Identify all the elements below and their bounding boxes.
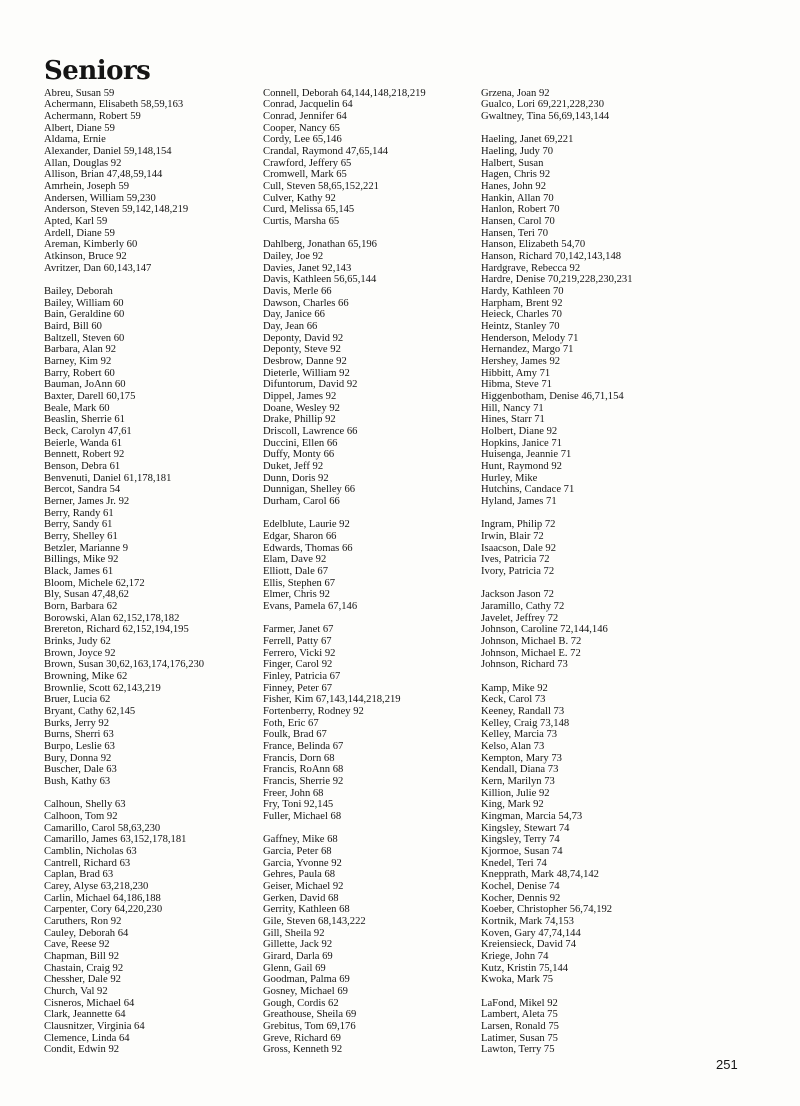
index-entry: Keeney, Randall 73 (481, 706, 565, 717)
index-entry: Duccini, Ellen 66 (263, 437, 338, 449)
index-entry: Edgar, Sharon 66 (263, 530, 337, 542)
index-entry: Dawson, Charles 66 (263, 297, 349, 309)
index-entry: Hansen, Carol 70 (481, 215, 555, 227)
index-entry: Beale, Mark 60 (44, 402, 110, 414)
index-entry: Berry, Shelley 61 (44, 530, 118, 542)
index-entry: Kingsley, Stewart 74 (481, 822, 570, 834)
index-entry: Hill, Nancy 71 (481, 402, 544, 414)
index-entry: Heintz, Stanley 70 (481, 320, 560, 332)
page-title: Seniors (44, 56, 151, 86)
index-entry: Hines, Starr 71 (481, 414, 545, 426)
index-entry: Glenn, Gail 69 (263, 962, 326, 974)
index-entry: Hanlon, Robert 70 (481, 204, 560, 216)
index-entry: Haeling, Janet 69,221 (481, 134, 574, 146)
index-entry: Knedel, Teri 74 (481, 857, 547, 869)
index-entry: Bailey, Deborah (44, 285, 113, 297)
index-entry: Kendall, Diana 73 (481, 764, 559, 776)
index-entry: Brown, Susan 30,62,163,174,176,230 (44, 659, 205, 671)
index-entry: Hernandez, Margo 71 (481, 344, 574, 356)
index-entry: Hagen, Chris 92 (481, 169, 551, 181)
index-entry: Huisenga, Jeannie 71 (481, 449, 572, 461)
index-entry: Alexander, Daniel 59,148,154 (44, 145, 172, 157)
index-entry: Finger, Carol 92 (263, 659, 333, 671)
index-entry: Fry, Toni 92,145 (263, 799, 334, 811)
index-entry: Baltzell, Steven 60 (44, 332, 125, 344)
index-entry: Dahlberg, Jonathan 65,196 (263, 239, 377, 251)
index-entry: Johnson, Caroline 72,144,146 (481, 624, 608, 636)
index-entry: Clark, Jeannette 64 (44, 1009, 126, 1021)
index-entry: Hurley, Mike (481, 472, 538, 484)
index-entry: Beaslin, Sherrie 61 (44, 414, 125, 426)
index-entry: Curd, Melissa 65,145 (263, 204, 355, 216)
index-entry: Johnson, Michael B. 72 (481, 635, 582, 647)
index-entry: Brinks, Judy 62 (44, 635, 111, 647)
index-entry: Foulk, Brad 67 (263, 729, 327, 741)
index-entry: Aldama, Ernie (44, 134, 106, 146)
index-entry: Calhoon, Tom 92 (44, 811, 118, 823)
index-entry: Apted, Karl 59 (44, 215, 108, 227)
index-entry: Duket, Jeff 92 (263, 460, 324, 472)
index-entry: Heieck, Charles 70 (481, 309, 562, 321)
index-entry: Amrhein, Joseph 59 (44, 180, 130, 192)
index-entry: Kocher, Dennis 92 (481, 892, 561, 904)
index-entry: Burks, Jerry 92 (44, 717, 110, 729)
index-entry: Finley, Patricia 67 (263, 671, 341, 682)
index-entry: Achermann, Elisabeth 58,59,163 (44, 99, 184, 111)
index-entry: Kelley, Marcia 73 (481, 729, 558, 741)
index-entry: Driscoll, Lawrence 66 (263, 425, 358, 437)
index-entry: Beck, Carolyn 47,61 (44, 425, 132, 437)
index-entry: Fortenberry, Rodney 92 (263, 706, 364, 717)
index-entry: Duffy, Monty 66 (263, 449, 335, 461)
index-entry: Barney, Kim 92 (44, 355, 112, 367)
index-entry: Kern, Marilyn 73 (481, 776, 555, 788)
index-entry: Baird, Bill 60 (44, 320, 102, 332)
index-entry: Hibbitt, Amy 71 (481, 367, 551, 379)
index-entry: Jaramillo, Cathy 72 (481, 600, 565, 612)
index-entry: Ivory, Patricia 72 (481, 565, 555, 577)
index-entry: Achermann, Robert 59 (44, 110, 141, 122)
index-entry: Clemence, Linda 64 (44, 1032, 130, 1044)
index-entry: Gross, Kenneth 92 (263, 1044, 343, 1056)
index-entry: Freer, John 68 (263, 787, 324, 799)
index-entry: Betzler, Marianne 9 (44, 542, 128, 554)
index-entry: Hopkins, Janice 71 (481, 437, 562, 449)
index-entry: Benvenuti, Daniel 61,178,181 (44, 472, 172, 484)
index-entry: Lambert, Aleta 75 (481, 1009, 558, 1021)
index-entry: Benson, Debra 61 (44, 460, 121, 472)
index-entry: Doane, Wesley 92 (263, 402, 340, 414)
index-entry: Dippel, James 92 (263, 390, 337, 402)
index-entry: Bush, Kathy 63 (44, 776, 111, 788)
index-entry: Cantrell, Richard 63 (44, 857, 131, 869)
index-entry: Clausnitzer, Virginia 64 (44, 1021, 145, 1033)
index-entry: Cordy, Lee 65,146 (263, 134, 342, 146)
index-entry: Davis, Merle 66 (263, 285, 332, 297)
index-entry: Atkinson, Bruce 92 (44, 250, 127, 262)
index-entry: Deponty, David 92 (263, 332, 344, 344)
index-entry: Carpenter, Cory 64,220,230 (44, 904, 163, 916)
index-entry: Carey, Alyse 63,218,230 (44, 881, 149, 893)
index-entry: Goodman, Palma 69 (263, 974, 350, 986)
index-entry: Bercot, Sandra 54 (44, 484, 121, 496)
index-entry: France, Belinda 67 (263, 741, 344, 753)
index-entry: Avritzer, Dan 60,143,147 (44, 262, 152, 274)
index-entry: Garcia, Peter 68 (263, 846, 332, 858)
index-entry: Grebitus, Tom 69,176 (263, 1021, 356, 1033)
index-entry: Buscher, Dale 63 (44, 764, 117, 776)
index-entry: Kingsley, Terry 74 (481, 834, 560, 846)
index-entry: Haeling, Judy 70 (481, 145, 554, 157)
index-entry: Gile, Steven 68,143,222 (263, 916, 366, 928)
index-entry: Barbara, Alan 92 (44, 344, 117, 356)
index-entry: Allan, Douglas 92 (44, 157, 122, 169)
index-entry: Dunnigan, Shelley 66 (263, 484, 356, 496)
index-entry: Gualco, Lori 69,221,228,230 (481, 99, 604, 111)
index-entry: Kjormoe, Susan 74 (481, 846, 563, 858)
index-entry: Elliott, Dale 67 (263, 565, 329, 577)
index-entry: Bloom, Michele 62,172 (44, 577, 145, 589)
index-entry: Conrad, Jacquelin 64 (263, 99, 353, 111)
index-entry: Berry, Randy 61 (44, 507, 114, 519)
index-entry: Allison, Brian 47,48,59,144 (44, 169, 163, 181)
index-entry: Ingram, Philip 72 (481, 519, 556, 531)
index-entry: Bruer, Lucia 62 (44, 694, 111, 706)
index-entry: Elam, Dave 92 (263, 554, 327, 566)
index-entry: Hanson, Richard 70,142,143,148 (481, 250, 622, 262)
index-entry: Day, Jean 66 (263, 320, 318, 332)
index-entry: Davis, Kathleen 56,65,144 (263, 274, 377, 286)
index-entry: Latimer, Susan 75 (481, 1032, 558, 1044)
index-entry: Chastain, Craig 92 (44, 962, 124, 974)
index-entry: Crawford, Jeffery 65 (263, 157, 352, 169)
index-entry: Johnson, Michael E. 72 (481, 647, 581, 659)
index-entry: Bauman, JoAnn 60 (44, 379, 126, 391)
index-entry: Hardgrave, Rebecca 92 (481, 262, 581, 274)
index-entry: Cisneros, Michael 64 (44, 997, 135, 1009)
index-entry: Hyland, James 71 (481, 495, 557, 507)
index-entry: Gough, Cordis 62 (263, 997, 339, 1009)
index-entry: Francis, RoAnn 68 (263, 764, 344, 776)
index-entry: Irwin, Blair 72 (481, 530, 544, 542)
index-entry: Deponty, Steve 92 (263, 344, 341, 356)
index-entry: Evans, Pamela 67,146 (263, 600, 358, 612)
index-entry: Kortnik, Mark 74,153 (481, 916, 574, 928)
index-entry: Johnson, Richard 73 (481, 659, 568, 671)
index-entry: Burpo, Leslie 63 (44, 741, 115, 753)
index-entry: Calhoun, Shelly 63 (44, 799, 126, 811)
index-entry: Andersen, William 59,230 (44, 192, 156, 204)
index-entry: Brownlie, Scott 62,143,219 (44, 682, 161, 694)
index-entry: Francis, Dorn 68 (263, 752, 335, 764)
index-entry: Gill, Sheila 92 (263, 927, 325, 939)
index-entry: Kingman, Marcia 54,73 (481, 811, 583, 823)
index-entry: Browning, Mike 62 (44, 671, 128, 682)
index-entry: Halbert, Susan (481, 157, 544, 169)
index-entry: Day, Janice 66 (263, 309, 325, 321)
index-entry: Greve, Richard 69 (263, 1032, 341, 1044)
index-entry: Kempton, Mary 73 (481, 752, 562, 764)
index-entry: Bailey, William 60 (44, 297, 124, 309)
index-entry: Ferrell, Patty 67 (263, 635, 332, 647)
index-entry: Hardy, Kathleen 70 (481, 285, 564, 297)
index-entry: Church, Val 92 (44, 986, 108, 998)
index-entry: Gehres, Paula 68 (263, 869, 336, 881)
index-entry: Davies, Janet 92,143 (263, 262, 352, 274)
index-entry: Gillette, Jack 92 (263, 939, 333, 951)
index-entry: Abreu, Susan 59 (44, 87, 115, 99)
index-entry: Cauley, Deborah 64 (44, 927, 129, 939)
index-entry: Caruthers, Ron 92 (44, 916, 122, 928)
index-entry: Higgenbotham, Denise 46,71,154 (481, 390, 624, 402)
index-entry: Gerken, David 68 (263, 892, 339, 904)
index-entry: Hunt, Raymond 92 (481, 460, 562, 472)
index-entry: Greathouse, Sheila 69 (263, 1009, 357, 1021)
index-entry: Gwaltney, Tina 56,69,143,144 (481, 110, 610, 122)
index-entry: Berry, Sandy 61 (44, 519, 113, 531)
index-entry: Hershey, James 92 (481, 355, 561, 367)
index-entry: Hanes, John 92 (481, 180, 547, 192)
index-entry: Hardre, Denise 70,219,228,230,231 (481, 274, 633, 286)
index-entry: Chessher, Dale 92 (44, 974, 121, 986)
index-entry: Gerrity, Kathleen 68 (263, 904, 350, 916)
index-entry: Barry, Robert 60 (44, 367, 115, 379)
index-entry: Camblin, Nicholas 63 (44, 846, 137, 858)
index-entry: Geiser, Michael 92 (263, 881, 344, 893)
index-entry: Grzena, Joan 92 (481, 87, 550, 99)
index-entry: Black, James 61 (44, 565, 114, 577)
index-entry: Kriege, John 74 (481, 951, 549, 963)
index-entry: Cooper, Nancy 65 (263, 122, 340, 134)
index-entry: Dieterle, William 92 (263, 367, 350, 379)
index-entry: Edelblute, Laurie 92 (263, 519, 350, 531)
index-entry: Drake, Phillip 92 (263, 414, 336, 426)
index-entry: Cull, Steven 58,65,152,221 (263, 180, 379, 192)
index-entry: Cave, Reese 92 (44, 939, 110, 951)
index-entry: Burns, Sherri 63 (44, 729, 114, 741)
index-entry: Hansen, Teri 70 (481, 227, 549, 239)
index-entry: Francis, Sherrie 92 (263, 776, 344, 788)
index-entry: Hanson, Elizabeth 54,70 (481, 239, 586, 251)
index-entry: Curtis, Marsha 65 (263, 215, 340, 227)
index-entry: Harpham, Brent 92 (481, 297, 563, 309)
index-entry: Caplan, Brad 63 (44, 869, 114, 881)
index-entry: Camarillo, James 63,152,178,181 (44, 834, 187, 846)
index-entry: Gosney, Michael 69 (263, 986, 348, 998)
index-entry: Difuntorum, David 92 (263, 379, 358, 391)
page-number: 251 (716, 1057, 738, 1072)
index-entry: Knepprath, Mark 48,74,142 (481, 869, 599, 881)
index-entry: Carlin, Michael 64,186,188 (44, 892, 161, 904)
index-entry: Javelet, Jeffrey 72 (481, 612, 559, 624)
index-entry: Brown, Joyce 92 (44, 647, 116, 659)
index-entry: Baxter, Darell 60,175 (44, 390, 136, 402)
index-entry: Elmer, Chris 92 (263, 589, 330, 601)
index-entry: Crandal, Raymond 47,65,144 (263, 145, 389, 157)
index-entry: Koeber, Christopher 56,74,192 (481, 904, 613, 916)
index-entry: Desbrow, Danne 92 (263, 355, 347, 367)
index-entry: Areman, Kimberly 60 (44, 239, 138, 251)
index-entry: Billings, Mike 92 (44, 554, 119, 566)
index-entry: Ives, Patricia 72 (481, 554, 550, 566)
index-entry: Isaacson, Dale 92 (481, 542, 557, 554)
index-entry: Garcia, Yvonne 92 (263, 857, 342, 869)
index-entry: Durham, Carol 66 (263, 495, 340, 507)
index-entry: Finney, Peter 67 (263, 682, 333, 694)
index-entry: Kutz, Kristin 75,144 (481, 962, 569, 974)
index-entry: Kwoka, Mark 75 (481, 974, 554, 986)
index-entry: Holbert, Diane 92 (481, 425, 558, 437)
index-entry: Kamp, Mike 92 (481, 682, 548, 694)
index-entry: Connell, Deborah 64,144,148,218,219 (263, 87, 426, 99)
index-entry: Borowski, Alan 62,152,178,182 (44, 612, 180, 624)
index-entry: Fisher, Kim 67,143,144,218,219 (263, 694, 401, 706)
index-entry: Conrad, Jennifer 64 (263, 110, 347, 122)
index-entry: Hankin, Allan 70 (481, 192, 554, 204)
index-entry: Cromwell, Mark 65 (263, 169, 347, 181)
index-entry: Beierle, Wanda 61 (44, 437, 123, 449)
index-entry: Foth, Eric 67 (263, 717, 319, 729)
index-entry: Berner, James Jr. 92 (44, 495, 130, 507)
index-entry: Kelso, Alan 73 (481, 741, 545, 753)
index-entry: Condit, Edwin 92 (44, 1044, 120, 1056)
index-entry: Koven, Gary 47,74,144 (481, 927, 581, 939)
index-entry: Kochel, Denise 74 (481, 881, 560, 893)
index-entry: Ferrero, Vicki 92 (263, 647, 336, 659)
index-entry: LaFond, Mikel 92 (481, 997, 558, 1009)
index-entry: Bryant, Cathy 62,145 (44, 706, 136, 717)
index-entry: King, Mark 92 (481, 799, 544, 811)
index-entry: Henderson, Melody 71 (481, 332, 579, 344)
index-entry: Albert, Diane 59 (44, 122, 115, 134)
index-entry: Keck, Carol 73 (481, 694, 546, 706)
index-entry: Hibma, Steve 71 (481, 379, 552, 391)
index-entry: Fuller, Michael 68 (263, 811, 342, 823)
index-entry: Bain, Geraldine 60 (44, 309, 125, 321)
index-entry: Girard, Darla 69 (263, 951, 333, 963)
index-entry: Born, Barbara 62 (44, 600, 118, 612)
index-entry: Kelley, Craig 73,148 (481, 717, 570, 729)
index-entry: Killion, Julie 92 (481, 787, 550, 799)
index-entry: Dunn, Doris 92 (263, 472, 329, 484)
index-entry: Bennett, Robert 92 (44, 449, 125, 461)
index-entry: Kreiensieck, David 74 (481, 939, 577, 951)
index-entry: Ellis, Stephen 67 (263, 577, 336, 589)
index-entry: Jackson Jason 72 (481, 589, 554, 601)
index-entry: Culver, Kathy 92 (263, 192, 336, 204)
index-entry: Bury, Donna 92 (44, 752, 112, 764)
index-entry: Gaffney, Mike 68 (263, 834, 338, 846)
index-entry: Bly, Susan 47,48,62 (44, 589, 129, 601)
index-entry: Hutchins, Candace 71 (481, 484, 575, 496)
index-entry: Larsen, Ronald 75 (481, 1021, 559, 1033)
index-entry: Anderson, Steven 59,142,148,219 (44, 204, 189, 216)
index-entry: Camarillo, Carol 58,63,230 (44, 822, 161, 834)
index-entry: Chapman, Bill 92 (44, 951, 120, 963)
index-entry: Ardell, Diane 59 (44, 227, 115, 239)
index-entry: Dailey, Joe 92 (263, 250, 324, 262)
index-entry: Farmer, Janet 67 (263, 624, 334, 636)
index-entry: Lawton, Terry 75 (481, 1044, 555, 1056)
index-entry: Brereton, Richard 62,152,194,195 (44, 624, 189, 636)
index-entry: Edwards, Thomas 66 (263, 542, 353, 554)
